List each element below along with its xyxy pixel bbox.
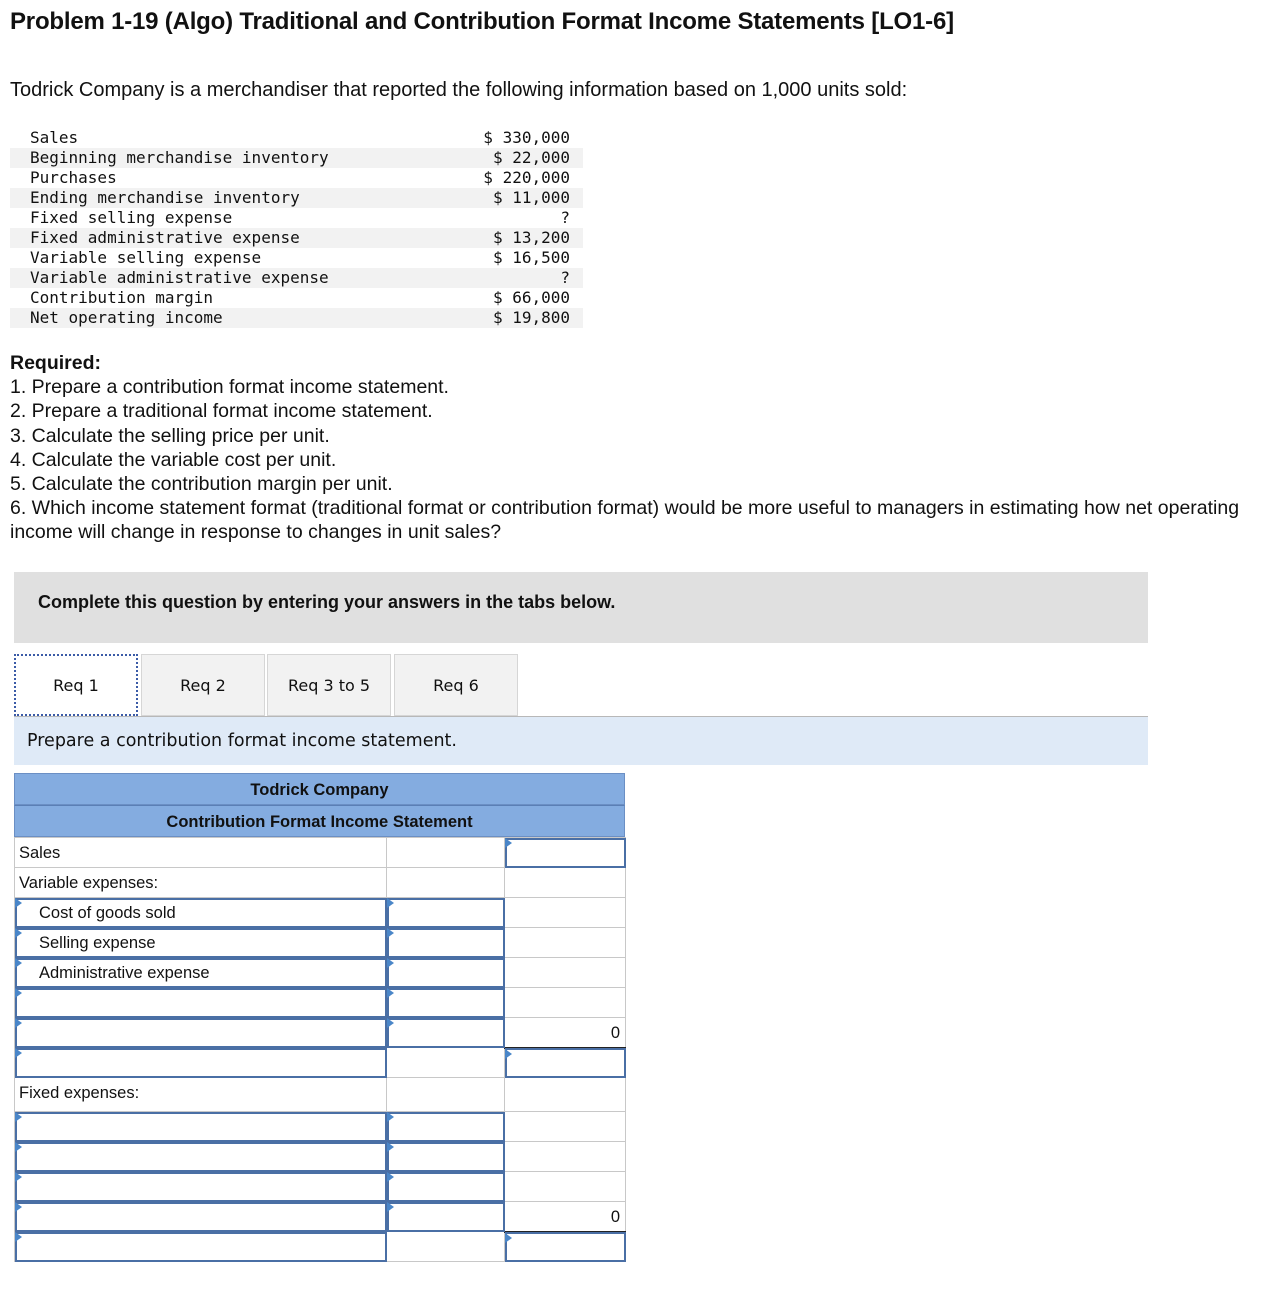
required-item: 6. Which income statement format (traditional format or contribution format) would be more useful to managers in estimating how net operating income will change in response to changes in unit sales? [10, 497, 1240, 544]
required-item: 3. Calculate the selling price per unit. [10, 424, 330, 447]
empty-cell [505, 928, 626, 958]
given-label: Net operating income [30, 308, 223, 327]
label-input[interactable] [15, 1232, 387, 1262]
given-data-table [10, 128, 583, 328]
statement-grid [14, 837, 626, 1262]
given-label: Variable administrative expense [30, 268, 329, 287]
given-row [10, 148, 583, 168]
amount-input[interactable] [387, 1112, 505, 1142]
empty-cell [387, 1048, 505, 1078]
cogs-amount-input[interactable] [387, 898, 505, 928]
total-variable-cell [505, 1018, 626, 1048]
tab-req-3-to-5[interactable]: Req 3 to 5 [267, 654, 391, 716]
given-label: Beginning merchandise inventory [30, 148, 329, 167]
given-value: $ 220,000 [483, 168, 570, 187]
admin-label-input[interactable] [15, 958, 387, 988]
empty-cell [505, 868, 626, 898]
given-value: $ 13,200 [492, 228, 570, 247]
required-item: 2. Prepare a traditional format income statement. [10, 400, 433, 423]
given-label: Sales [30, 128, 79, 147]
statement-company: Todrick Company [14, 773, 625, 805]
table-row [15, 928, 626, 958]
tab-req-1[interactable]: Req 1 [14, 654, 138, 716]
empty-cell [387, 868, 505, 898]
selling-amount-input[interactable] [387, 928, 505, 958]
given-value: ? [560, 268, 570, 287]
intro-text: Todrick Company is a merchandiser that reported the following information based on 1,000 units sold: [10, 79, 908, 101]
table-row [15, 1078, 626, 1112]
amount-input[interactable] [387, 988, 505, 1018]
required-item: 5. Calculate the contribution margin per unit. [10, 473, 393, 496]
table-row [15, 1232, 626, 1262]
statement-heading: Contribution Format Income Statement [14, 805, 625, 837]
required-item: 4. Calculate the variable cost per unit. [10, 448, 337, 471]
table-row [15, 898, 626, 928]
given-label: Fixed administrative expense [30, 228, 300, 247]
given-value: ? [560, 208, 570, 227]
variable-expenses-cell [15, 868, 387, 898]
given-row [10, 308, 583, 328]
given-value: $ 11,000 [492, 188, 570, 207]
given-row [10, 128, 583, 148]
given-row [10, 228, 583, 248]
tab-req-6[interactable]: Req 6 [394, 654, 518, 716]
amount-input[interactable] [505, 1232, 626, 1262]
given-row [10, 248, 583, 268]
tab-instruction [14, 717, 1148, 765]
label-input[interactable] [15, 988, 387, 1018]
label-input[interactable] [15, 1172, 387, 1202]
empty-cell [505, 898, 626, 928]
table-row [15, 1142, 626, 1172]
tab-instruction-text: Prepare a contribution format income statement. [27, 731, 457, 751]
required-section [10, 351, 1255, 545]
given-value: $ 16,500 [492, 248, 570, 267]
sales-label: Sales [19, 844, 61, 862]
given-value: $ 330,000 [483, 128, 570, 147]
total-variable-value: 0 [610, 1024, 620, 1042]
selling-label: Selling expense [39, 934, 156, 952]
empty-cell [505, 1078, 626, 1112]
table-row [15, 958, 626, 988]
income-statement [14, 773, 625, 1262]
amount-input[interactable] [387, 1202, 505, 1232]
given-row [10, 168, 583, 188]
sales-amount-input[interactable] [505, 838, 626, 868]
given-row [10, 288, 583, 308]
required-heading: Required: [10, 352, 102, 374]
label-input[interactable] [15, 1018, 387, 1048]
fixed-expenses-cell [15, 1078, 387, 1112]
label-input[interactable] [15, 1048, 387, 1078]
fixed-expenses-label: Fixed expenses: [19, 1084, 140, 1102]
table-row [15, 988, 626, 1018]
given-row [10, 208, 583, 228]
table-row [15, 1048, 626, 1078]
given-label: Variable selling expense [30, 248, 262, 267]
table-row [15, 1202, 626, 1232]
table-row [15, 868, 626, 898]
given-value: $ 19,800 [492, 308, 570, 327]
tab-req-2[interactable]: Req 2 [141, 654, 265, 716]
banner-text: Complete this question by entering your answers in the tabs below. [38, 592, 616, 612]
given-row [10, 268, 583, 288]
admin-label: Administrative expense [39, 964, 210, 982]
amount-input[interactable] [387, 1142, 505, 1172]
sales-mid-cell [387, 838, 505, 868]
empty-cell [505, 1172, 626, 1202]
label-input[interactable] [15, 1202, 387, 1232]
table-row [15, 1172, 626, 1202]
empty-cell [505, 988, 626, 1018]
given-label: Ending merchandise inventory [30, 188, 300, 207]
given-label: Purchases [30, 168, 117, 187]
empty-cell [505, 1112, 626, 1142]
amount-input[interactable] [505, 1048, 626, 1078]
empty-cell [387, 1078, 505, 1112]
total-fixed-value: 0 [610, 1208, 620, 1226]
variable-expenses-label: Variable expenses: [19, 874, 159, 892]
page-title: Problem 1-19 (Algo) Traditional and Contribution Format Income Statements [LO1-6] [10, 8, 954, 35]
empty-cell [505, 958, 626, 988]
given-row [10, 188, 583, 208]
cogs-label-input[interactable] [15, 898, 387, 928]
sales-label-cell [15, 838, 387, 868]
empty-cell [387, 1232, 505, 1262]
cogs-label: Cost of goods sold [39, 904, 176, 922]
given-value: $ 22,000 [492, 148, 570, 167]
selling-label-input[interactable] [15, 928, 387, 958]
given-value: $ 66,000 [492, 288, 570, 307]
given-label: Fixed selling expense [30, 208, 233, 227]
given-label: Contribution margin [30, 288, 214, 307]
instruction-banner [14, 572, 1148, 643]
required-item: 1. Prepare a contribution format income statement. [10, 376, 449, 399]
table-row [15, 838, 626, 868]
empty-cell [505, 1142, 626, 1172]
label-input[interactable] [15, 1112, 387, 1142]
table-row [15, 1112, 626, 1142]
label-input[interactable] [15, 1142, 387, 1172]
admin-amount-input[interactable] [387, 958, 505, 988]
amount-input[interactable] [387, 1172, 505, 1202]
table-row [15, 1018, 626, 1048]
total-fixed-cell [505, 1202, 626, 1232]
amount-input[interactable] [387, 1018, 505, 1048]
